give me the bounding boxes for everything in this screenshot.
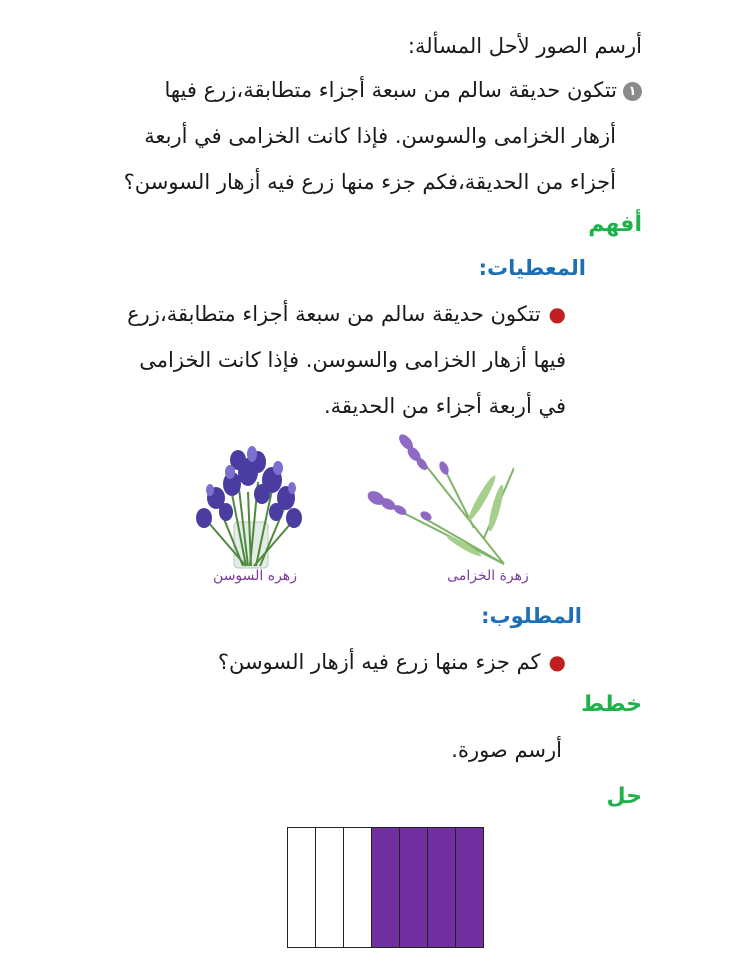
givens-heading: المعطيات: [478,256,586,280]
givens-line-1 [127,302,566,326]
solve-heading: حل [606,784,642,809]
bar-part-filled [371,828,399,947]
bar-part-filled [399,828,427,947]
plan-text: أرسم صورة. [451,738,562,762]
bar-part-filled [455,828,483,947]
problem-line-2: أزهار الخزامى والسوسن. فإذا كانت الخزامى في أربعة [144,124,616,148]
iris-bouquet-icon [188,432,312,572]
iris-image [188,432,312,572]
problem-line-1-text: تتكون حديقة سالم من سبعة أجزاء متطابقة،زرع فيها [164,78,617,102]
lavender-sprigs-icon [364,428,514,568]
plan-heading: خطط [581,692,642,717]
required-text: كم جزء منها زرع فيه أزهار السوسن؟ [217,650,541,674]
givens-line-2: فيها أزهار الخزامى والسوسن. فإذا كانت الخزامى [139,348,566,372]
lavender-image [364,428,514,568]
bullet-icon: ● [548,650,566,674]
iris-caption: زهره السوسن [213,568,297,584]
problem-number-badge: ١ [623,82,642,101]
bar-part-empty [288,828,315,947]
bar-part-empty [343,828,371,947]
understand-heading: أفهم [588,212,642,237]
bullet-icon: ● [548,302,566,326]
problem-line-3: أجزاء من الحديقة،فكم جزء منها زرع فيه أزهار السوسن؟ [123,170,616,194]
givens-line-1-text: تتكون حديقة سالم من سبعة أجزاء متطابقة،زرع [127,302,541,326]
lavender-caption: زهرة الخزامى [447,568,529,584]
problem-line-1 [164,78,642,102]
required-heading: المطلوب: [481,604,582,628]
fraction-bar-model [287,827,484,948]
bar-part-filled [427,828,455,947]
instruction-text: أرسم الصور لأحل المسألة: [407,34,642,58]
givens-line-3: في أربعة أجزاء من الحديقة. [323,394,566,418]
bar-part-empty [315,828,343,947]
required-line [218,650,566,674]
